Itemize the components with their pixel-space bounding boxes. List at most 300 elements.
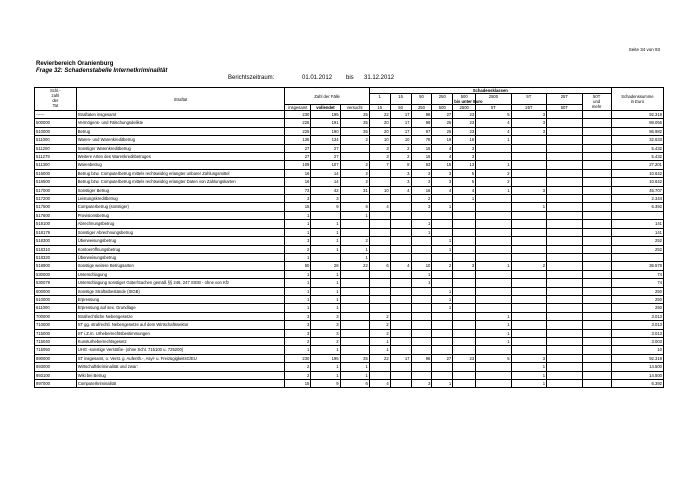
table-row [35,312,664,320]
cell-class-50-250 [411,346,432,354]
cell-schadenssumme: 250 [611,287,663,295]
cell-schadenssumme: 10.642 [611,169,663,177]
cell-class-25t-50t [547,169,582,177]
cell-schadenssumme: 6.392 [611,380,663,388]
cell-insgesamt: 1 [285,304,311,312]
cell-class-5t-25t: 1 [511,203,546,211]
cell-class-1-15 [369,295,390,303]
table-row [35,253,664,261]
cell-versucht: 35 [340,127,369,135]
cell-insgesamt: 1 [285,287,311,295]
cell-versucht [340,153,369,161]
cell-vollendet: 195 [311,354,340,362]
table-row [35,304,664,312]
cell-class-50-250 [411,237,432,245]
cell-schluesselzahl: 518320 [35,253,77,261]
cell-class-15-50 [390,245,411,253]
cell-class-50t-plus [582,195,611,203]
cell-versucht [340,270,369,278]
class-upper-50t: 50T [547,105,582,111]
cell-schluesselzahl: ------ [35,111,77,119]
cell-vollendet: 3 [311,312,340,320]
cell-schadenssumme: 36.578 [611,262,663,270]
cell-class-500-2500 [453,321,476,329]
cell-class-50t-plus [582,111,611,119]
cell-class-50t-plus [582,169,611,177]
cell-insgesamt: 1 [285,220,311,228]
cell-straftat: Wirtschaftskriminalität und zwar: [76,363,285,371]
cell-class-50t-plus [582,287,611,295]
cell-class-15-50: 2 [390,153,411,161]
cell-vollendet: 9 [311,380,340,388]
cell-class-5t-25t: 3 [511,354,546,362]
cell-versucht: 2 [340,161,369,169]
cell-class-50-250: 1 [411,270,432,278]
cell-class-15-50 [390,295,411,303]
cell-class-250-500: 26 [432,119,453,127]
cell-straftat: ST i.Z.m. Urheberrechtsbestimmungen [76,329,285,337]
cell-schadenssumme: 32.633 [611,136,663,144]
cell-insgesamt: 3 [285,312,311,320]
class-lower-5t: 5T [511,94,546,105]
cell-class-25t-50t [547,346,582,354]
cell-schluesselzahl: 511200 [35,144,77,152]
cell-insgesamt: 2 [285,337,311,345]
cell-class-500-2500 [453,279,476,287]
table-row [35,329,664,337]
cell-class-50-250 [411,287,432,295]
cell-class-1-15 [369,220,390,228]
cell-schluesselzahl: 518300 [35,237,77,245]
cell-class-50t-plus [582,295,611,303]
cell-vollendet: 190 [311,127,340,135]
cell-vollendet: 42 [311,186,340,194]
cell-schluesselzahl: 517200 [35,195,77,203]
cell-class-250-500 [432,329,453,337]
table-row [35,220,664,228]
page-number: Seite 34 von 93 [628,47,660,52]
cell-class-250-500: 3 [432,178,453,186]
cell-class-2500-5t [476,245,511,253]
table-row [35,270,664,278]
cell-vollendet: 134 [311,136,340,144]
cell-class-50t-plus [582,279,611,287]
cell-class-2500-5t: 2 [476,169,511,177]
cell-class-1-15 [369,237,390,245]
cell-versucht [340,337,369,345]
cell-versucht [340,346,369,354]
cell-class-5t-25t [511,161,546,169]
cell-class-2500-5t [476,195,511,203]
cell-insgesamt: 50 [285,262,311,270]
cell-class-50-250: 1 [411,228,432,236]
cell-straftat: Betrug [76,127,285,135]
cell-insgesamt: 1 [285,346,311,354]
cell-insgesamt: 2 [285,245,311,253]
cell-class-50-250 [411,245,432,253]
cell-insgesamt: 16 [285,178,311,186]
cell-class-500-2500 [453,228,476,236]
cell-insgesamt: 15 [285,380,311,388]
cell-class-5t-25t: 2 [511,262,546,270]
cell-class-250-500: 19 [432,136,453,144]
cell-vollendet: 2 [311,337,340,345]
cell-vollendet [311,253,340,261]
cell-versucht: 1 [340,211,369,219]
cell-straftat: Computerkriminalität [76,380,285,388]
cell-insgesamt: 15 [285,203,311,211]
cell-class-15-50 [390,228,411,236]
cell-class-2500-5t [476,363,511,371]
cell-versucht: 31 [340,186,369,194]
cell-class-50-250 [411,253,432,261]
class-lower-50: 50 [411,94,432,105]
cell-class-50-250 [411,321,432,329]
cell-class-1-15 [369,270,390,278]
cell-versucht: 35 [340,111,369,119]
cell-schluesselzahl: 511300 [35,161,77,169]
cell-class-25t-50t [547,119,582,127]
table-body [35,111,664,388]
cell-insgesamt: 3 [285,329,311,337]
cell-insgesamt: 2 [285,363,311,371]
header-straftat: Straftat [76,88,285,111]
cell-class-250-500 [432,195,453,203]
cell-vollendet: 1 [311,245,340,253]
cell-versucht: 2 [340,178,369,186]
cell-straftat: Überweisungsbetrug [76,237,285,245]
cell-class-15-50 [390,220,411,228]
cell-class-2500-5t: 1 [476,312,511,320]
cell-class-250-500: 1 [432,245,453,253]
cell-class-1-15: 1 [369,346,390,354]
cell-insgesamt: 1 [285,253,311,261]
cell-versucht: 6 [340,380,369,388]
cell-class-1-15: 20 [369,127,390,135]
cell-class-5t-25t: 3 [511,186,546,194]
cell-class-1-15: 2 [369,321,390,329]
cell-class-250-500: 1 [432,287,453,295]
cell-schadenssumme: 5.432 [611,153,663,161]
cell-class-2500-5t: 1 [476,186,511,194]
cell-insgesamt: 225 [285,127,311,135]
cell-class-500-2500 [453,253,476,261]
cell-class-50-250: 2 [411,195,432,203]
cell-class-50-250: 63 [411,161,432,169]
cell-class-5t-25t [511,337,546,345]
header-zahl-der-faelle: Zahl der Fälle [285,88,369,105]
cell-schluesselzahl: 511000 [35,136,77,144]
table-row [35,279,664,287]
cell-vollendet: 1 [311,220,340,228]
cell-class-15-50 [390,337,411,345]
cell-class-15-50 [390,203,411,211]
cell-class-5t-25t [511,346,546,354]
cell-straftat: Sonstige Straftatbestände (StGB) [76,287,285,295]
cell-class-15-50 [390,237,411,245]
header-schadensklassen: Schadensklassen [369,88,611,94]
cell-schadenssumme: 252 [611,245,663,253]
cell-vollendet: 1 [311,346,340,354]
table-row [35,153,664,161]
cell-class-25t-50t [547,245,582,253]
cell-class-250-500: 27 [432,354,453,362]
cell-class-25t-50t [547,195,582,203]
table-row [35,321,664,329]
cell-class-50t-plus [582,127,611,135]
cell-class-250-500 [432,346,453,354]
cell-schluesselzahl: 517000 [35,186,77,194]
table-row [35,237,664,245]
cell-schluesselzahl: 518310 [35,245,77,253]
cell-schadenssumme: 252 [611,237,663,245]
cell-schadenssumme: 10.642 [611,178,663,186]
cell-class-500-2500 [453,211,476,219]
cell-vollendet: 3 [311,195,340,203]
cell-class-25t-50t [547,371,582,379]
cell-class-15-50 [390,380,411,388]
cell-class-250-500: 27 [432,111,453,119]
header-insgesamt: insgesamt [285,105,311,111]
cell-versucht [340,195,369,203]
cell-class-1-15 [369,195,390,203]
cell-class-50t-plus [582,136,611,144]
cell-class-50-250: 98 [411,354,432,362]
cell-schadenssumme: 6.392 [611,203,663,211]
cell-class-15-50: 17 [390,127,411,135]
cell-class-50t-plus [582,262,611,270]
table-row [35,380,664,388]
cell-class-25t-50t [547,304,582,312]
cell-class-2500-5t [476,203,511,211]
cell-class-50t-plus [582,380,611,388]
cell-class-500-2500 [453,380,476,388]
cell-class-1-15 [369,371,390,379]
cell-class-50t-plus [582,237,611,245]
cell-vollendet: 1 [311,270,340,278]
table-row [35,354,664,362]
cell-class-25t-50t [547,237,582,245]
cell-schadenssumme: 92.319 [611,354,663,362]
period-label: Berichtszeitraum: [228,75,275,81]
cell-class-15-50 [390,329,411,337]
cell-class-500-2500: 1 [453,195,476,203]
class-upper-15: 15 [369,105,390,111]
cell-insgesamt: 73 [285,186,311,194]
cell-vollendet: 3 [311,329,340,337]
cell-class-500-2500 [453,270,476,278]
cell-versucht: 2 [340,237,369,245]
cell-class-2500-5t [476,211,511,219]
cell-insgesamt: 16 [285,169,311,177]
cell-schluesselzahl: 710000 [35,321,77,329]
cell-class-25t-50t [547,329,582,337]
question-title: Frage 32: Schadenstabelle Internetkriminalität [36,68,168,74]
cell-schluesselzahl: 500000 [35,119,77,127]
class-lower-1: 1 [369,94,390,105]
cell-schluesselzahl: 516000 [35,169,77,177]
header-schadenssumme: Schadenssumme in Euro [611,88,663,111]
cell-class-50-250: 98 [411,119,432,127]
cell-class-25t-50t [547,203,582,211]
cell-insgesamt: 1 [285,228,311,236]
cell-class-15-50 [390,321,411,329]
class-lower-25t: 25T [547,94,582,105]
cell-vollendet: 1 [311,371,340,379]
cell-class-1-15 [369,287,390,295]
cell-class-1-15: 20 [369,119,390,127]
cell-straftat: Computerbetrug (sonstiger) [76,203,285,211]
cell-class-50t-plus [582,211,611,219]
cell-class-5t-25t [511,245,546,253]
cell-vollendet: 27 [311,153,340,161]
cell-vollendet: 1 [311,228,340,236]
cell-class-2500-5t [476,371,511,379]
cell-class-2500-5t [476,279,511,287]
cell-schadenssumme: 45.707 [611,186,663,194]
cell-straftat: Kontoeröffnungsbetrug [76,245,285,253]
cell-class-5t-25t: 1 [511,363,546,371]
cell-insgesamt: 1 [285,295,311,303]
cell-class-500-2500: 13 [453,161,476,169]
cell-schadenssumme: 10 [611,346,663,354]
cell-insgesamt: 3 [285,195,311,203]
cell-class-1-15: 2 [369,312,390,320]
table-row [35,178,664,186]
table-row [35,363,664,371]
cell-versucht: 6 [340,203,369,211]
cell-class-50t-plus [582,270,611,278]
cell-straftat: Sonstige weitere Betrugsarten [76,262,285,270]
cell-class-15-50 [390,346,411,354]
cell-class-5t-25t [511,295,546,303]
cell-class-25t-50t [547,161,582,169]
cell-versucht: 1 [340,253,369,261]
cell-class-50t-plus [582,203,611,211]
cell-class-5t-25t: 3 [511,119,546,127]
cell-class-250-500: 3 [432,169,453,177]
table-row [35,337,664,345]
cell-insgesamt: 226 [285,119,311,127]
cell-class-50-250 [411,295,432,303]
cell-class-50t-plus [582,321,611,329]
cell-schadenssumme: 14.500 [611,363,663,371]
cell-schluesselzahl: 518900 [35,262,77,270]
cell-class-15-50: 17 [390,119,411,127]
period-bis: bis [346,75,354,81]
cell-versucht [340,304,369,312]
cell-versucht: 22 [340,262,369,270]
cell-class-25t-50t [547,337,582,345]
cell-class-5t-25t [511,329,546,337]
table-row [35,161,664,169]
cell-class-1-15: 1 [369,337,390,345]
cell-class-5t-25t: 3 [511,127,546,135]
cell-straftat: Kunsturheberrechtsgesetz [76,337,285,345]
damage-table [34,87,664,388]
cell-class-2500-5t: 1 [476,321,511,329]
cell-class-5t-25t [511,211,546,219]
cell-class-50t-plus [582,337,611,345]
cell-class-2500-5t [476,144,511,152]
table-row [35,228,664,236]
cell-vollendet: 1 [311,363,340,371]
cell-class-250-500 [432,211,453,219]
cell-class-50-250: 3 [411,203,432,211]
cell-schluesselzahl: 897000 [35,380,77,388]
period-to: 31.12.2012 [364,75,395,81]
cell-class-250-500 [432,337,453,345]
cell-class-25t-50t [547,270,582,278]
cell-class-500-2500 [453,371,476,379]
cell-class-2500-5t [476,237,511,245]
cell-class-15-50: 17 [390,354,411,362]
table-row [35,195,664,203]
cell-class-1-15: 4 [369,380,390,388]
cell-schluesselzahl: 893100 [35,371,77,379]
cell-insgesamt: 136 [285,136,311,144]
cell-versucht: 35 [340,354,369,362]
cell-class-5t-25t [511,304,546,312]
cell-vollendet: 1 [311,295,340,303]
cell-class-2500-5t [476,287,511,295]
cell-class-50-250 [411,337,432,345]
cell-class-5t-25t [511,144,546,152]
cell-schluesselzahl: 517600 [35,211,77,219]
cell-class-5t-25t [511,321,546,329]
table-row [35,287,664,295]
cell-vollendet: 27 [311,144,340,152]
cell-class-2500-5t [476,380,511,388]
cell-insgesamt: 1 [285,270,311,278]
cell-straftat: Unterschlagung sonstiger Güter/Sachen gemäß §§ 246, 247 StGB - ohne von Kfz [76,279,285,287]
cell-class-2500-5t: 1 [476,136,511,144]
cell-schluesselzahl: 510000 [35,127,77,135]
cell-class-500-2500: 3 [453,262,476,270]
cell-insgesamt: 3 [285,321,311,329]
cell-class-50-250 [411,329,432,337]
cell-class-50t-plus [582,371,611,379]
cell-class-50t-plus [582,228,611,236]
cell-class-500-2500 [453,295,476,303]
cell-class-1-15 [369,169,390,177]
cell-class-500-2500 [453,346,476,354]
cell-class-500-2500 [453,312,476,320]
cell-versucht [340,279,369,287]
cell-class-1-15 [369,245,390,253]
cell-class-500-2500: 5 [453,169,476,177]
cell-class-50t-plus [582,329,611,337]
cell-schadenssumme: 3.003 [611,337,663,345]
cell-schluesselzahl: 530000 [35,270,77,278]
cell-schadenssumme: 74 [611,270,663,278]
cell-versucht [340,321,369,329]
cell-class-15-50: 10 [390,136,411,144]
cell-class-2500-5t: 4 [476,119,511,127]
cell-schadenssumme: 74 [611,279,663,287]
cell-class-500-2500: 23 [453,111,476,119]
cell-class-50-250 [411,363,432,371]
cell-class-2500-5t [476,228,511,236]
cell-class-50-250 [411,371,432,379]
cell-class-1-15: 22 [369,354,390,362]
cell-vollendet: 9 [311,203,340,211]
cell-class-500-2500 [453,237,476,245]
cell-class-2500-5t: 5 [476,111,511,119]
cell-class-5t-25t [511,136,546,144]
cell-class-15-50: 3 [390,169,411,177]
cell-class-2500-5t [476,304,511,312]
